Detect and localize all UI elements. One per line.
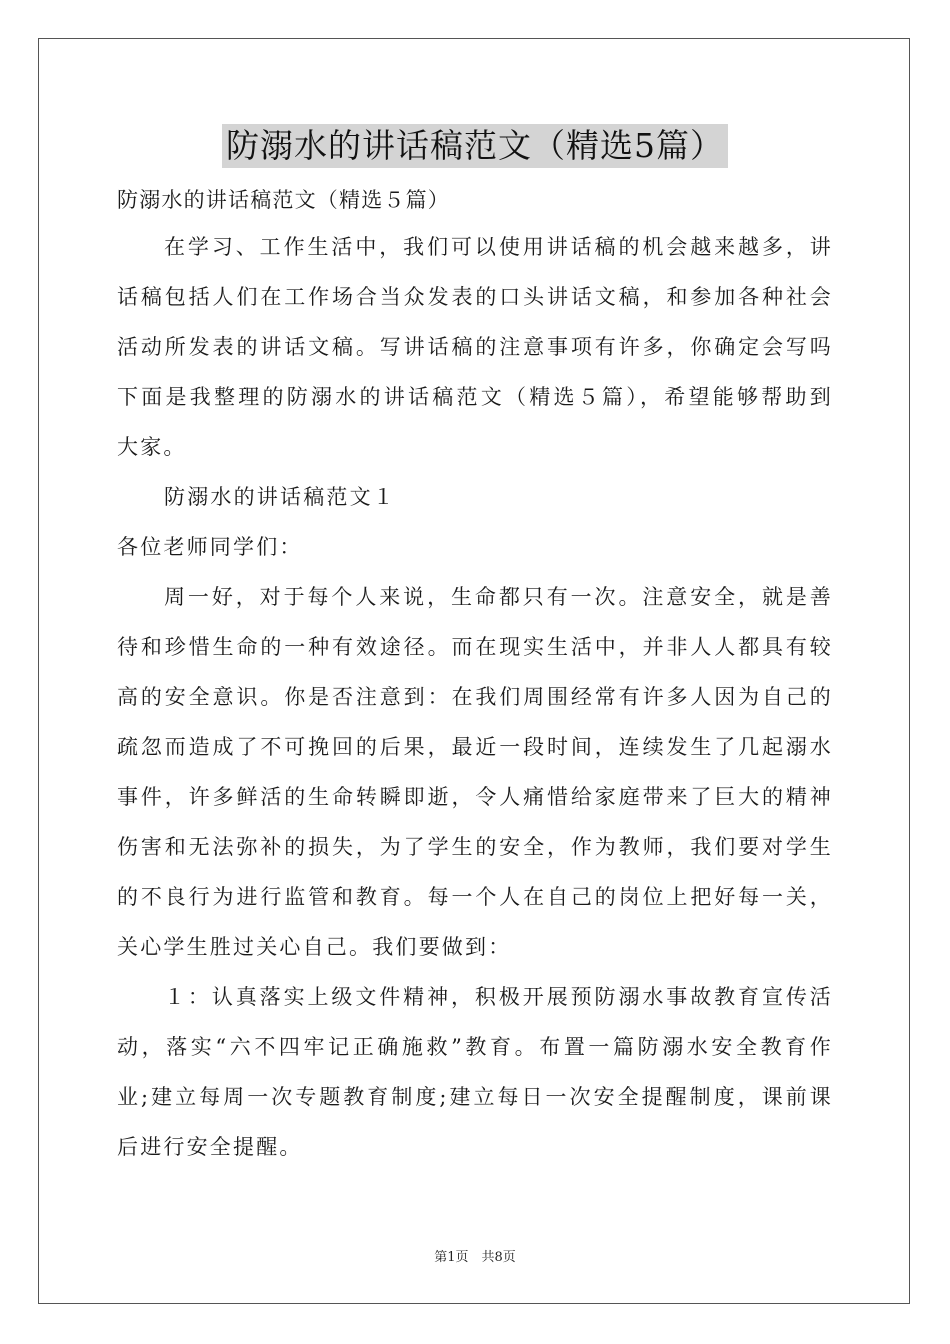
paragraph-line: 关心学生胜过关心自己。我们要做到： — [117, 935, 512, 959]
paragraph-line: 在学习、工作生活中，我们可以使用讲话稿的机会越来越多，讲 — [164, 235, 833, 259]
paragraph-line: 事件，许多鲜活的生命转瞬即逝，令人痛惜给家庭带来了巨大的精神 — [117, 785, 833, 809]
document-body — [117, 178, 833, 1172]
paragraph-line: 动，落实“六不四牢记正确施救”教育。布置一篇防溺水安全教育作 — [117, 1035, 833, 1059]
document-title: 防溺水的讲话稿范文（精选5篇） — [222, 124, 728, 168]
paragraph-line: 周一好，对于每个人来说，生命都只有一次。注意安全，就是善 — [164, 585, 833, 609]
paragraph-line: 伤害和无法弥补的损失，为了学生的安全，作为教师，我们要对学生 — [117, 835, 833, 859]
paragraph-line: 高的安全意识。你是否注意到：在我们周围经常有许多人因为自己的 — [117, 685, 833, 709]
paragraph-line: 的不良行为进行监管和教育。每一个人在自己的岗位上把好每一关， — [117, 885, 833, 909]
paragraph-line: 疏忽而造成了不可挽回的后果，最近一段时间，连续发生了几起溺水 — [117, 735, 833, 759]
paragraph-line: 下面是我整理的防溺水的讲话稿范文（精选５篇），希望能够帮助到 — [117, 385, 833, 409]
paragraph-line: 活动所发表的讲话文稿。写讲话稿的注意事项有许多，你确定会写吗 — [117, 335, 833, 359]
page-number-footer: 第1页 共8页 — [434, 1250, 516, 1265]
paragraph-line: 大家。 — [117, 435, 187, 459]
paragraph-line: 业;建立每周一次专题教育制度;建立每日一次安全提醒制度，课前课 — [117, 1085, 833, 1109]
paragraph-line: 话稿包括人们在工作场合当众发表的口头讲话文稿，和参加各种社会 — [117, 285, 833, 309]
subtitle-line: 防溺水的讲话稿范文（精选５篇） — [117, 188, 450, 212]
section-heading: 防溺水的讲话稿范文１ — [164, 485, 396, 509]
paragraph-line: 待和珍惜生命的一种有效途径。而在现实生活中，并非人人都具有较 — [117, 635, 833, 659]
paragraph-line: １：认真落实上级文件精神，积极开展预防溺水事故教育宣传活 — [164, 985, 833, 1009]
salutation-line: 各位老师同学们： — [117, 535, 303, 559]
title-wrap — [0, 124, 950, 168]
paragraph-line: 后进行安全提醒。 — [117, 1135, 303, 1159]
